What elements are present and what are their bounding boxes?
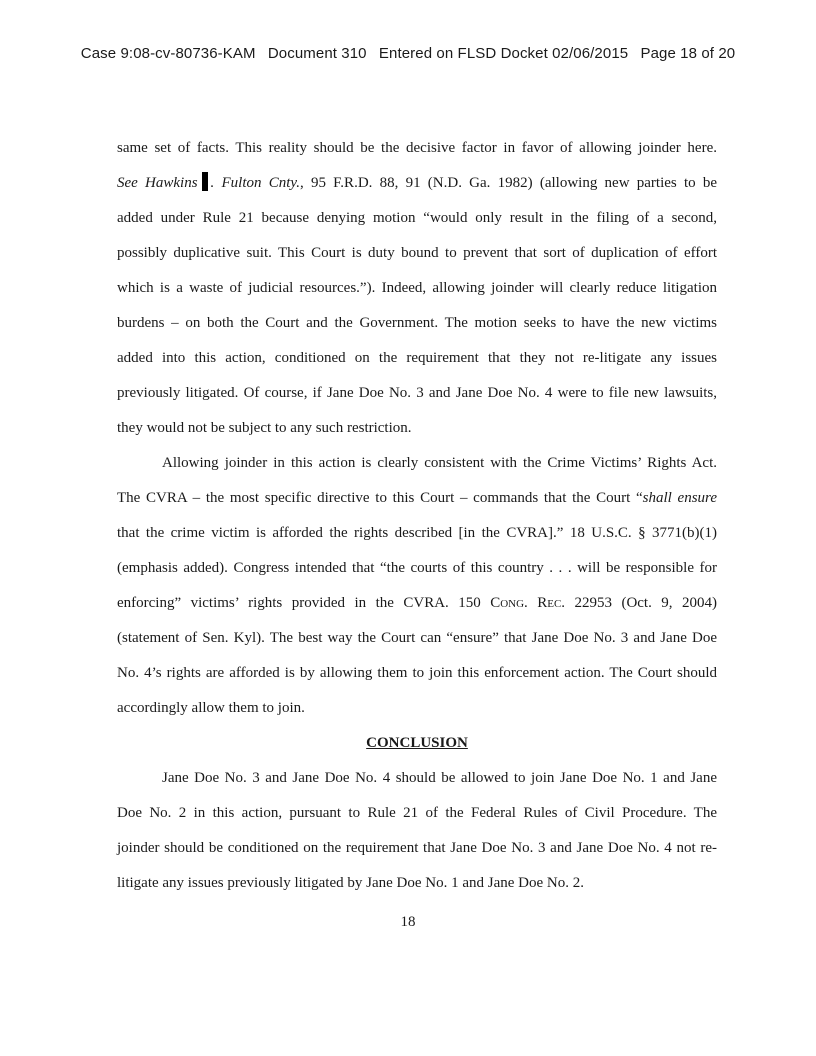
text-line: possibly duplicative suit. This Court is duty bound to prevent that sort of duplication of effort (117, 245, 717, 261)
text-line: that the crime victim is afforded the rights described [in the CVRA].” 18 U.S.C. § 3771(b)(1) (117, 525, 717, 541)
text-line: Allowing joinder in this action is clearly consistent with the Crime Victims’ Rights Act. (162, 455, 717, 471)
case-number: Case 9:08-cv-80736-KAM (80, 45, 256, 62)
text-line (117, 591, 717, 626)
text-line (117, 171, 717, 206)
text-line (117, 486, 717, 521)
docket-entry: Entered on FLSD Docket 02/06/2015 (378, 45, 629, 62)
text-line: which is a waste of judicial resources.”). Indeed, allowing joinder will clearly reduce litigation (117, 280, 717, 296)
text-line: accordingly allow them to join. (117, 700, 305, 716)
text-segment: 22953 (Oct. 9, 2004) (565, 595, 717, 611)
citation-reporter: , 95 F.R.D. 88, 91 (N.D. Ga. 1982) (allowing new parties to be (299, 175, 717, 191)
text-line: previously litigated. Of course, if Jane Doe No. 3 and Jane Doe No. 4 were to file new lawsuits, (117, 385, 717, 401)
congressional-record: Cong. Rec. (490, 595, 566, 611)
text-line: they would not be subject to any such restriction. (117, 420, 412, 436)
document-number: Document 310 (267, 45, 367, 62)
citation-case-name: See Hawkins (117, 175, 198, 191)
text-line: (emphasis added). Congress intended that “the courts of this country . . . will be responsible for (117, 560, 717, 576)
text-line: same set of facts. This reality should be the decisive factor in favor of allowing joinder here. (117, 140, 717, 156)
page-number: 18 (400, 914, 416, 930)
text-line: (statement of Sen. Kyl). The best way the Court can “ensure” that Jane Doe No. 3 and Jane Doe (117, 630, 717, 646)
text-line: litigate any issues previously litigated by Jane Doe No. 1 and Jane Doe No. 2. (117, 875, 584, 891)
citation-defendant: . Fulton Cnty. (210, 175, 300, 191)
text-line: added into this action, conditioned on the requirement that they not re-litigate any issues (117, 350, 717, 366)
text-line: added under Rule 21 because denying motion “would only result in the filing of a second, (117, 210, 717, 226)
text-line: No. 4’s rights are afforded is by allowing them to join this enforcement action. The Court should (117, 665, 717, 681)
text-segment: enforcing” victims’ rights provided in the CVRA. 150 (117, 595, 491, 611)
emphasis-text: shall ensure (642, 490, 717, 506)
text-line: Doe No. 2 in this action, pursuant to Rule 21 of the Federal Rules of Civil Procedure. The (117, 805, 717, 821)
page-of-total: Page 18 of 20 (640, 45, 736, 62)
text-segment: The CVRA – the most specific directive to this Court – commands that the Court “ (117, 490, 643, 506)
text-line: joinder should be conditioned on the requirement that Jane Doe No. 3 and Jane Doe No. 4 not re- (117, 840, 717, 856)
document-body (117, 136, 717, 906)
section-heading: CONCLUSION (366, 735, 468, 751)
docket-header (0, 45, 816, 62)
text-line: burdens – on both the Court and the Government. The motion seeks to have the new victims (117, 315, 717, 331)
text-line: Jane Doe No. 3 and Jane Doe No. 4 should be allowed to join Jane Doe No. 1 and Jane (162, 770, 717, 786)
redaction-mark (202, 172, 208, 191)
